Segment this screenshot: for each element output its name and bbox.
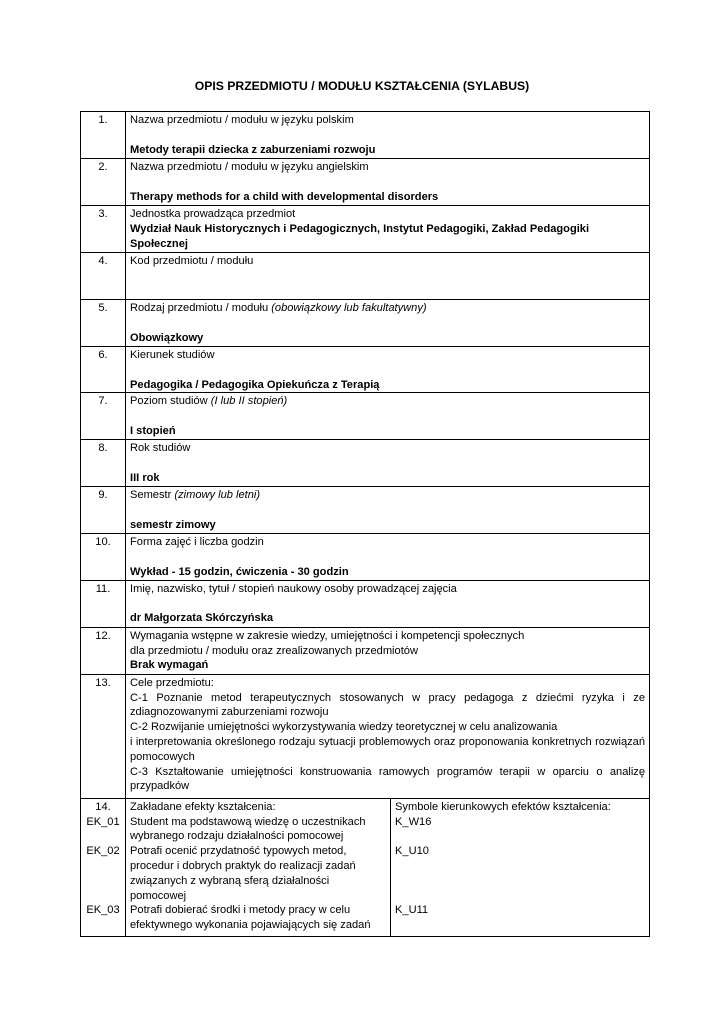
row-number: 13. — [81, 674, 126, 798]
field-label: Nazwa przedmiotu / modułu w języku angielskim — [130, 161, 369, 173]
row-number: 9. — [81, 487, 126, 534]
field-value: Wydział Nauk Historycznych i Pedagogicznych, Instytut Pedagogiki, Zakład Pedagogiki Społecznej — [130, 222, 590, 250]
row-number: 12. — [81, 627, 126, 674]
document-title: OPIS PRZEDMIOTU / MODUŁU KSZTAŁCENIA (SYLABUS) — [194, 79, 530, 93]
row-number: 4. — [81, 253, 126, 300]
row-6 — [81, 347, 650, 393]
row-9 — [81, 487, 650, 534]
effects-header: Zakładane efekty kształcenia: — [130, 800, 276, 813]
row-number: 10. — [81, 534, 126, 580]
row-8 — [81, 440, 650, 487]
row-1 — [81, 112, 650, 159]
effect-text: Potrafi dobierać środki i metody pracy w celu efektywnego wykonania pojawiających się zadań — [130, 904, 371, 932]
objective-c2: C-2 Rozwijanie umiejętności wykorzystywania wiedzy teoretycznej w celu analizowania — [130, 721, 558, 734]
row-2 — [81, 159, 650, 206]
field-value: Metody terapii dziecka z zaburzeniami rozwoju — [130, 143, 376, 156]
field-value: I stopień — [130, 424, 176, 437]
field-label: Cele przedmiotu: — [130, 676, 214, 689]
row-number: 1. — [81, 112, 126, 159]
objective-c2-cont: i interpretowania określonego rodzaju sytuacji problemowych oraz proponowania konkretnych rozwiązań pomocowych — [130, 735, 646, 763]
field-value: Wykład - 15 godzin, ćwiczenia - 30 godzin — [130, 565, 349, 578]
field-label-line2: dla przedmiotu / modułu oraz zrealizowanych przedmiotów — [130, 644, 418, 657]
row-4 — [81, 253, 650, 300]
field-label: Wymagania wstępne w zakresie wiedzy, umiejętności i kompetencji społecznych — [130, 629, 525, 642]
row-number: 11. — [81, 580, 126, 627]
row-number: 2. — [81, 159, 126, 206]
field-value: Obowiązkowy — [130, 331, 204, 344]
row-14 — [81, 798, 650, 936]
effect-code: EK_02 — [86, 845, 120, 858]
effect-code: EK_03 — [86, 904, 120, 917]
row-number: 6. — [81, 347, 126, 393]
row-12 — [81, 627, 650, 674]
effect-symbol: K_U11 — [395, 904, 429, 917]
field-label: Kod przedmiotu / modułu — [130, 255, 254, 267]
field-label: Rok studiów — [130, 442, 191, 455]
field-label: Semestr (zimowy lub letni) — [130, 489, 261, 502]
row-number: 7. — [81, 393, 126, 440]
effect-text: Potrafi ocenić przydatność typowych metod, procedur i dobrych praktyk do realizacji zadań związanych z wybraną sferą działalności pomocowej — [130, 845, 356, 902]
effect-symbol: K_U10 — [395, 845, 429, 858]
row-3 — [81, 206, 650, 253]
field-value: semestr zimowy — [130, 518, 216, 531]
field-label: Jednostka prowadząca przedmiot — [130, 208, 296, 220]
field-label: Poziom studiów (I lub II stopień) — [130, 395, 288, 408]
row-number: 14. — [95, 800, 111, 813]
objective-c1: C-1 Poznanie metod terapeutycznych stosowanych w pracy pedagoga z dziećmi ryzyka i ze zdiagnozowanymi zaburzeniami rozwoju — [130, 691, 646, 719]
field-label: Forma zajęć i liczba godzin — [130, 536, 264, 549]
syllabus-table — [80, 111, 650, 937]
field-label: Kierunek studiów — [130, 349, 215, 361]
field-label-hint: (zimowy lub letni) — [174, 489, 261, 502]
field-label-hint: (obowiązkowy lub fakultatywny) — [271, 302, 427, 314]
row-10 — [81, 534, 650, 580]
row-number: 8. — [81, 440, 126, 487]
effect-code: EK_01 — [86, 815, 120, 828]
field-value: dr Małgorzata Skórczyńska — [130, 612, 274, 625]
field-label-hint: (I lub II stopień) — [210, 395, 288, 408]
row-11 — [81, 580, 650, 627]
objective-c3: C-3 Kształtowanie umiejętności konstruowania ramowych programów terapii w oparciu o analizę przypadków — [130, 765, 646, 793]
field-value: Therapy methods for a child with developmental disorders — [130, 190, 439, 203]
row-number: 3. — [81, 206, 126, 253]
field-label: Rodzaj przedmiotu / modułu (obowiązkowy lub fakultatywny) — [130, 302, 427, 314]
row-number: 5. — [81, 300, 126, 347]
field-label: Imię, nazwisko, tytuł / stopień naukowy osoby prowadzącej zajęcia — [130, 582, 457, 595]
symbols-header: Symbole kierunkowych efektów kształcenia: — [395, 800, 611, 813]
row-5 — [81, 300, 650, 347]
row-13 — [81, 674, 650, 798]
field-label: Nazwa przedmiotu / modułu w języku polskim — [130, 114, 354, 126]
field-value: III rok — [130, 471, 160, 484]
field-value: Pedagogika / Pedagogika Opiekuńcza z Terapią — [130, 378, 380, 391]
effect-symbol: K_W16 — [395, 815, 432, 828]
field-value: Brak wymagań — [130, 659, 209, 672]
effect-text: Student ma podstawową wiedzę o uczestnikach wybranego rodzaju działalności pomocowej — [130, 815, 366, 843]
row-7 — [81, 393, 650, 440]
